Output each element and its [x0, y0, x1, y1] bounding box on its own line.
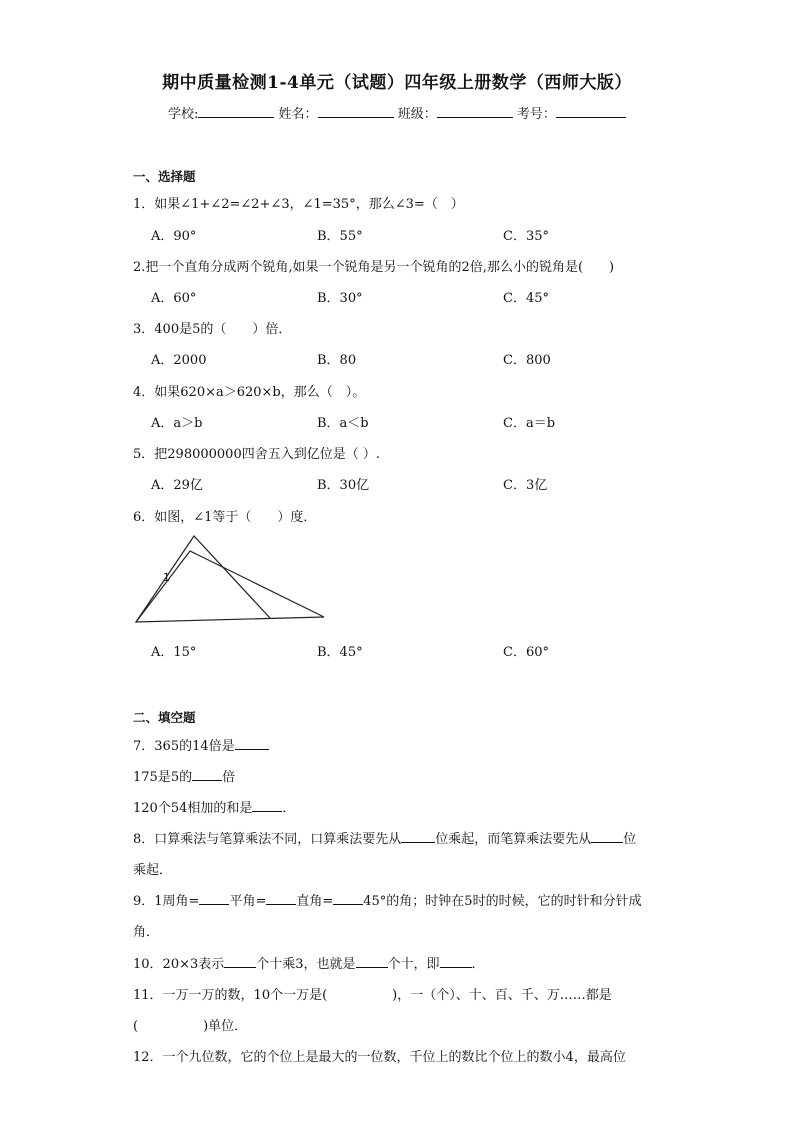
- q4-option-b[interactable]: B．a＜b: [317, 416, 369, 431]
- q10-text-4: ．: [471, 957, 485, 972]
- q7-text-3b: ．: [282, 801, 296, 816]
- q10-blank-3[interactable]: [440, 955, 472, 968]
- q7-blank-1[interactable]: [235, 737, 269, 750]
- section-choice-heading: 一、选择题: [133, 169, 196, 184]
- q1-option-a[interactable]: A．90°: [151, 229, 197, 244]
- question-2: 2.把一个直角分成两个锐角,如果一个锐角是另一个锐角的2倍,那么小的锐角是( ): [133, 260, 615, 275]
- question-8-line-1: [133, 828, 636, 847]
- q8-text-1: 8．口算乘法与笔算乘法不同，口算乘法要先从: [133, 832, 402, 847]
- school-blank[interactable]: [198, 105, 274, 118]
- q9-blank-1[interactable]: [199, 892, 229, 905]
- q5-option-c[interactable]: C．3亿: [503, 478, 548, 493]
- q9-blank-2[interactable]: [266, 892, 296, 905]
- class-label: 班级：: [397, 107, 437, 122]
- question-3: 3．400是5的（ ）倍．: [133, 322, 292, 337]
- q7-text-2b: 倍: [222, 770, 236, 785]
- q9-text-1: 9．1周角=: [133, 894, 200, 909]
- q8-text-3: 位: [623, 832, 637, 847]
- q8-blank-1[interactable]: [401, 830, 435, 843]
- question-9-line-1: [133, 890, 642, 909]
- school-label: 学校:: [168, 107, 199, 122]
- number-blank[interactable]: [556, 105, 626, 118]
- q6-option-a[interactable]: A．15°: [151, 645, 197, 660]
- q6-option-b[interactable]: B．45°: [317, 645, 363, 660]
- triangle-angle-figure: [128, 530, 333, 630]
- q7-text-1: 7．365的14倍是: [133, 739, 235, 754]
- question-7-line-1: [133, 735, 269, 754]
- q7-text-3: 120个54相加的和是: [133, 801, 253, 816]
- q9-text-4: 45°的角；时钟在5时的时候，它的时针和分针成: [363, 894, 642, 909]
- q3-option-c[interactable]: C．800: [503, 353, 551, 368]
- q1-option-c[interactable]: C．35°: [503, 229, 549, 244]
- q10-blank-2[interactable]: [356, 955, 388, 968]
- q7-text-2: 175是5的: [133, 770, 193, 785]
- q4-option-a[interactable]: A．a＞b: [151, 416, 203, 431]
- student-info-line: [168, 103, 626, 122]
- q5-option-a[interactable]: A．29亿: [151, 478, 203, 493]
- question-12: 12．一个九位数，它的个位上是最大的一位数，千位上的数比个位上的数小4，最高位: [133, 1050, 626, 1065]
- question-8-line-2: 乘起．: [133, 863, 173, 878]
- outer-triangle-line: [136, 536, 270, 622]
- number-label: 考号：: [516, 107, 556, 122]
- q9-text-3: 直角=: [296, 894, 334, 909]
- question-5: 5．把298000000四舍五入到亿位是（ ）.: [133, 447, 380, 462]
- q9-text-2: 平角=: [229, 894, 267, 909]
- q8-blank-2[interactable]: [591, 830, 623, 843]
- angle-1-label: 1: [163, 571, 170, 584]
- inner-triangle: [136, 551, 324, 622]
- q1-option-b[interactable]: B．55°: [317, 229, 363, 244]
- question-6: 6．如图，∠1等于（ ）度．: [133, 510, 317, 525]
- question-7-line-3: [133, 797, 295, 816]
- q3-option-b[interactable]: B．80: [317, 353, 357, 368]
- class-blank[interactable]: [437, 105, 513, 118]
- name-label: 姓名：: [278, 107, 318, 122]
- q10-text-1: 10．20×3表示: [133, 957, 225, 972]
- q2-option-b[interactable]: B．30°: [317, 291, 363, 306]
- name-blank[interactable]: [318, 105, 394, 118]
- q7-blank-3[interactable]: [252, 799, 282, 812]
- question-11-line-2: ( )单位．: [133, 1019, 248, 1034]
- q3-option-a[interactable]: A．2000: [151, 353, 207, 368]
- question-10: [133, 953, 485, 972]
- question-11-line-1: 11．一万一万的数，10个一万是( )，一（个）、十、百、千、万……都是: [133, 988, 612, 1003]
- q7-blank-2[interactable]: [192, 768, 222, 781]
- question-7-line-2: [133, 766, 235, 785]
- q10-blank-1[interactable]: [224, 955, 256, 968]
- page-title: 期中质量检测1-4单元（试题）四年级上册数学（西师大版）: [162, 73, 632, 93]
- q2-option-a[interactable]: A．60°: [151, 291, 197, 306]
- question-9-line-2: 角．: [133, 925, 160, 940]
- question-1: 1．如果∠1+∠2=∠2+∠3，∠1=35°，那么∠3=（ ）: [133, 197, 464, 212]
- q4-option-c[interactable]: C．a＝b: [503, 416, 556, 431]
- q8-text-2: 位乘起，而笔算乘法要先从: [435, 832, 592, 847]
- q9-blank-3[interactable]: [333, 892, 363, 905]
- q10-text-2: 个十乘3，也就是: [256, 957, 356, 972]
- section-fill-heading: 二、填空题: [133, 710, 196, 725]
- q10-text-3: 个十，即: [387, 957, 440, 972]
- q5-option-b[interactable]: B．30亿: [317, 478, 370, 493]
- q6-option-c[interactable]: C．60°: [503, 645, 549, 660]
- q2-option-c[interactable]: C．45°: [503, 291, 549, 306]
- question-4: 4．如果620×a＞620×b，那么（ ）。: [133, 385, 366, 400]
